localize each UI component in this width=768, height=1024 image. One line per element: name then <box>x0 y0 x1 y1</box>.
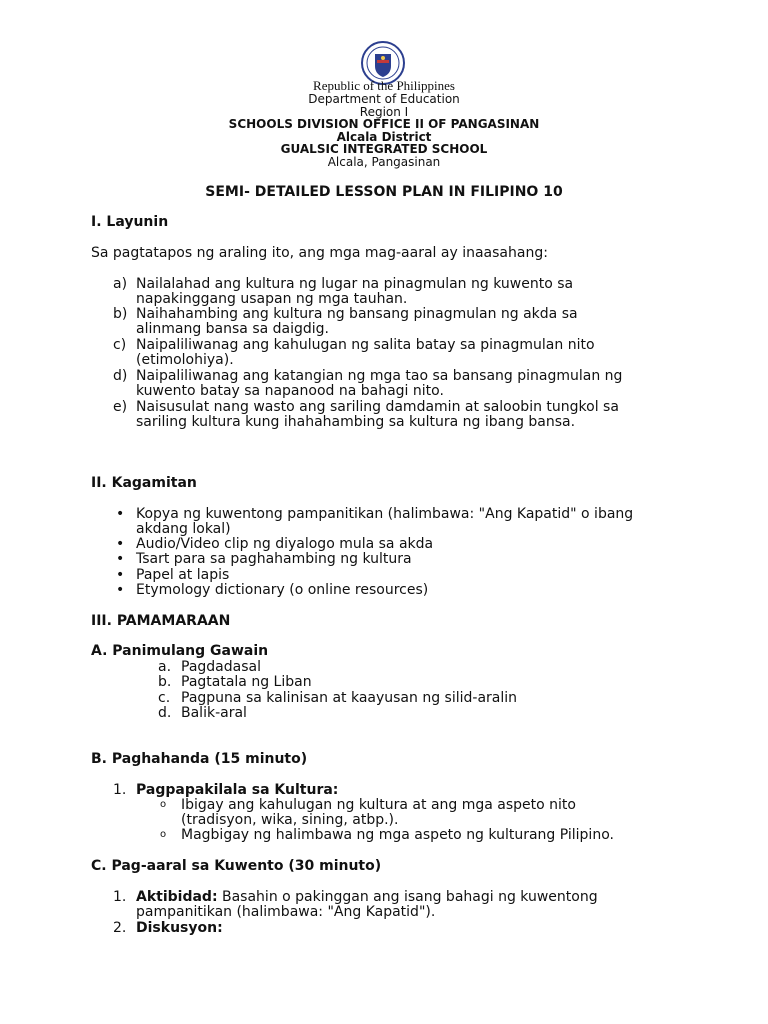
list-item-text: Pagdadasal <box>181 659 261 675</box>
list-item-text-rest: Basahin o pakinggan ang isang bahagi ng kuwentong <box>217 889 598 905</box>
subsection-heading-b: B. Paghahanda (15 minuto) <box>91 751 308 767</box>
list-marker: e) <box>113 399 128 415</box>
circle-bullet-icon: o <box>160 799 167 810</box>
header-location: Alcala, Pangasinan <box>327 155 441 169</box>
header-district: Alcala District <box>336 130 432 144</box>
document-title: SEMI- DETAILED LESSON PLAN IN FILIPINO 10 <box>205 184 563 200</box>
list-marker: a. <box>158 659 172 675</box>
list-marker: c. <box>158 690 171 706</box>
list-marker: 1. <box>113 889 127 905</box>
list-item-text: akdang lokal) <box>136 521 231 537</box>
list-item-text: napakinggang usapan ng mga tauhan. <box>136 291 408 307</box>
list-item-text: Magbigay ng halimbawa ng mga aspeto ng kulturang Pilipino. <box>181 827 614 843</box>
subsection-heading-c: C. Pag-aaral sa Kuwento (30 minuto) <box>91 858 382 874</box>
bullet-icon <box>116 506 124 522</box>
list-item-text: Pagtatala ng Liban <box>181 674 312 690</box>
subsection-heading-a: A. Panimulang Gawain <box>91 643 269 659</box>
bullet-icon <box>116 536 124 552</box>
list-marker: b. <box>158 674 172 690</box>
list-item-text: Naipaliliwanag ang katangian ng mga tao sa bansang pinagmulan ng <box>136 368 623 384</box>
section-intro: Sa pagtatapos ng araling ito, ang mga mag-aaral ay inaasahang: <box>91 245 548 261</box>
list-marker: b) <box>113 306 128 322</box>
list-marker: d) <box>113 368 128 384</box>
list-item-text: Pagpuna sa kalinisan at kaayusan ng silid-aralin <box>181 690 518 706</box>
bullet-icon <box>116 582 124 598</box>
list-item-text: alinmang bansa sa daigdig. <box>136 321 329 337</box>
list-item-text: kuwento batay sa napanood na bahagi nito. <box>136 383 444 399</box>
section-heading-kagamitan: II. Kagamitan <box>91 475 197 491</box>
list-item-label: Aktibidad: <box>136 889 218 905</box>
list-marker: a) <box>113 276 128 292</box>
list-item-text: Etymology dictionary (o online resources) <box>136 582 429 598</box>
list-item-text: Nailalahad ang kultura ng lugar na pinagmulan ng kuwento sa <box>136 276 574 292</box>
header-department: Department of Education <box>308 92 460 106</box>
header-school: GUALSIC INTEGRATED SCHOOL <box>280 142 488 156</box>
list-marker: c) <box>113 337 127 353</box>
list-item-text <box>136 889 598 905</box>
list-item-text: Naipaliliwanag ang kahulugan ng salita batay sa pinagmulan nito <box>136 337 595 353</box>
section-heading-layunin: I. Layunin <box>91 214 169 230</box>
list-item-label: Diskusyon: <box>136 920 223 936</box>
header-region: Region I <box>359 105 409 119</box>
header-division: SCHOOLS DIVISION OFFICE II OF PANGASINAN <box>228 117 540 131</box>
bullet-icon <box>116 551 124 567</box>
header-republic: Republic of the Philippines <box>313 78 455 93</box>
list-marker: d. <box>158 705 172 721</box>
list-item-text: Tsart para sa paghahambing ng kultura <box>136 551 412 567</box>
list-item-text: (etimolohiya). <box>136 352 234 368</box>
list-marker: 1. <box>113 782 127 798</box>
bullet-icon <box>116 567 124 583</box>
list-item-text: Naihahambing ang kultura ng bansang pinagmulan ng akda sa <box>136 306 578 322</box>
list-marker: 2. <box>113 920 127 936</box>
list-item-text: Ibigay ang kahulugan ng kultura at ang mga aspeto nito <box>181 797 576 813</box>
section-heading-pamamaraan: III. PAMAMARAAN <box>91 613 231 629</box>
list-item-text: Balik-aral <box>181 705 247 721</box>
list-item-text: pampanitikan (halimbawa: "Ang Kapatid"). <box>136 904 436 920</box>
list-item-text: Kopya ng kuwentong pampanitikan (halimbawa: "Ang Kapatid" o ibang <box>136 506 634 522</box>
list-item-text: sariling kultura kung ihahahambing sa kultura ng ibang bansa. <box>136 414 576 430</box>
list-item-text: (tradisyon, wika, sining, atbp.). <box>181 812 399 828</box>
list-item-text: Papel at lapis <box>136 567 230 583</box>
circle-bullet-icon: o <box>160 829 167 840</box>
list-item-label: Pagpapakilala sa Kultura: <box>136 782 339 798</box>
list-item-text: Naisusulat nang wasto ang sariling damdamin at saloobin tungkol sa <box>136 399 619 415</box>
list-item-text: Audio/Video clip ng diyalogo mula sa akda <box>136 536 434 552</box>
